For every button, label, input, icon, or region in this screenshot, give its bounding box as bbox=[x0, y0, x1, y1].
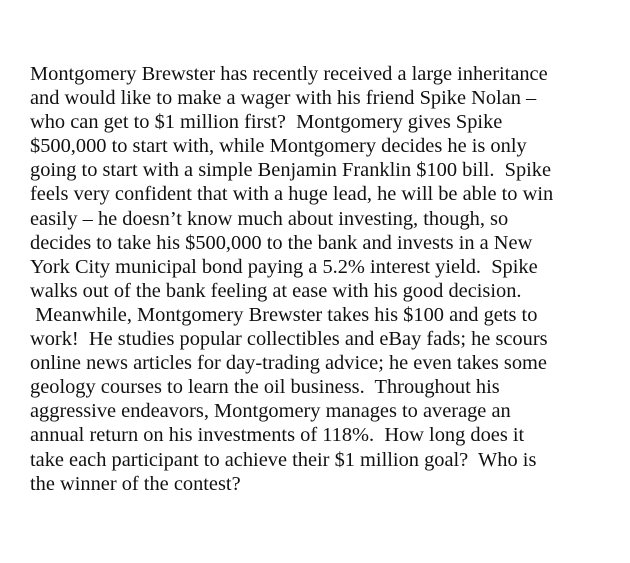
problem-text bbox=[30, 62, 630, 496]
text-line: going to start with a simple Benjamin Franklin $100 bill. Spike bbox=[30, 159, 552, 182]
text-line: aggressive endeavors, Montgomery manages to average an bbox=[30, 400, 511, 423]
text-line: feels very confident that with a huge lead, he will be able to win bbox=[30, 183, 554, 206]
text-line: work! He studies popular collectibles and eBay fads; he scours bbox=[30, 328, 548, 351]
text-line: take each participant to achieve their $1 million goal? Who is bbox=[30, 448, 537, 471]
text-line: decides to take his $500,000 to the bank and invests in a New bbox=[30, 231, 533, 254]
text-line: geology courses to learn the oil business. Throughout his bbox=[30, 376, 500, 399]
text-line: walks out of the bank feeling at ease with his good decision. bbox=[30, 279, 522, 302]
text-line: and would like to make a wager with his friend Spike Nolan – bbox=[30, 87, 537, 110]
text-line: easily – he doesn’t know much about investing, though, so bbox=[30, 207, 509, 230]
text-line: annual return on his investments of 118%. How long does it bbox=[30, 424, 525, 447]
text-line: Meanwhile, Montgomery Brewster takes his $100 and gets to bbox=[30, 303, 538, 326]
text-line: online news articles for day-trading advice; he even takes some bbox=[30, 352, 547, 375]
text-line: York City municipal bond paying a 5.2% interest yield. Spike bbox=[30, 255, 538, 278]
text-line: Montgomery Brewster has recently received a large inheritance bbox=[30, 63, 548, 85]
text-line: $500,000 to start with, while Montgomery decides he is only bbox=[30, 135, 527, 158]
text-line: who can get to $1 million first? Montgomery gives Spike bbox=[30, 111, 503, 134]
text-line: the winner of the contest? bbox=[30, 472, 241, 495]
